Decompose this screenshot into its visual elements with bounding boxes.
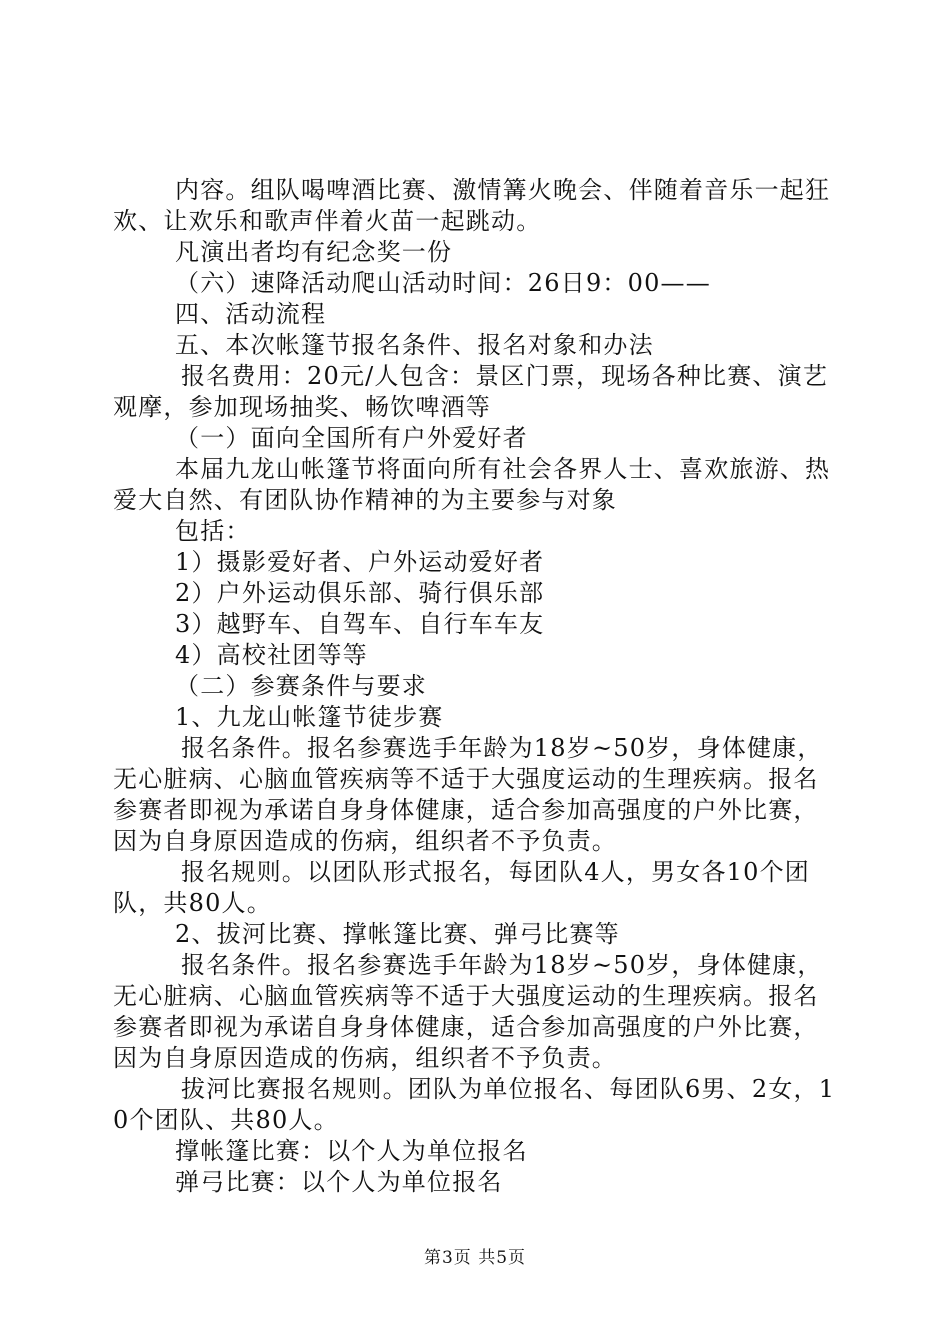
list-item: 4）高校社团等等 (175, 641, 368, 669)
paragraph: 包括： (175, 517, 251, 545)
paragraph: 报名规则。以团队形式报名，每团队4人，男女各10个团队，共80人。 (113, 858, 811, 917)
paragraph: 报名条件。报名参赛选手年龄为18岁~50岁，身体健康，无心脏病、心脑血管疾病等不适于大强度运动的生理疾病。报名参赛者即视为承诺自身身体健康，适合参加高强度的户外比赛，因为自身原因造成的伤病，组织者不予负责。 (113, 951, 823, 1072)
paragraph: 弹弓比赛：以个人为单位报名 (175, 1168, 503, 1196)
paragraph: 内容。组队喝啤酒比赛、激情篝火晚会、伴随着音乐一起狂欢、让欢乐和歌声伴着火苗一起跳动。 (113, 176, 831, 235)
subsection-heading: （二）参赛条件与要求 (175, 672, 427, 700)
paragraph: 拔河比赛报名规则。团队为单位报名、每团队6男、2女，10个团队、共80人。 (113, 1075, 836, 1134)
subsection-heading: （一）面向全国所有户外爱好者 (175, 424, 528, 452)
list-item: 3）越野车、自驾车、自行车车友 (175, 610, 545, 638)
paragraph: 报名费用：20元/人包含：景区门票，现场各种比赛、演艺观摩，参加现场抽奖、畅饮啤酒等 (113, 362, 829, 421)
document-body (113, 175, 843, 1198)
section-heading: 五、本次帐篷节报名条件、报名对象和办法 (175, 331, 654, 359)
paragraph: 报名条件。报名参赛选手年龄为18岁~50岁，身体健康，无心脏病、心脑血管疾病等不适于大强度运动的生理疾病。报名参赛者即视为承诺自身身体健康，适合参加高强度的户外比赛，因为自身原因造成的伤病，组织者不予负责。 (113, 734, 823, 855)
paragraph: 凡演出者均有纪念奖一份 (175, 238, 453, 266)
section-heading: 四、活动流程 (175, 300, 327, 328)
subsection-heading: 2、拔河比赛、撑帐篷比赛、弹弓比赛等 (175, 920, 620, 948)
paragraph: 本届九龙山帐篷节将面向所有社会各界人士、喜欢旅游、热爱大自然、有团队协作精神的为主要参与对象 (113, 455, 831, 514)
page-number-footer: 第3页 共5页 (423, 1248, 527, 1268)
list-item: 1）摄影爱好者、户外运动爱好者 (175, 548, 545, 576)
paragraph: （六）速降活动爬山活动时间：26日9：00—— (175, 269, 711, 297)
subsection-heading: 1、九龙山帐篷节徒步赛 (175, 703, 444, 731)
paragraph: 撑帐篷比赛：以个人为单位报名 (175, 1137, 528, 1165)
list-item: 2）户外运动俱乐部、骑行俱乐部 (175, 579, 545, 607)
